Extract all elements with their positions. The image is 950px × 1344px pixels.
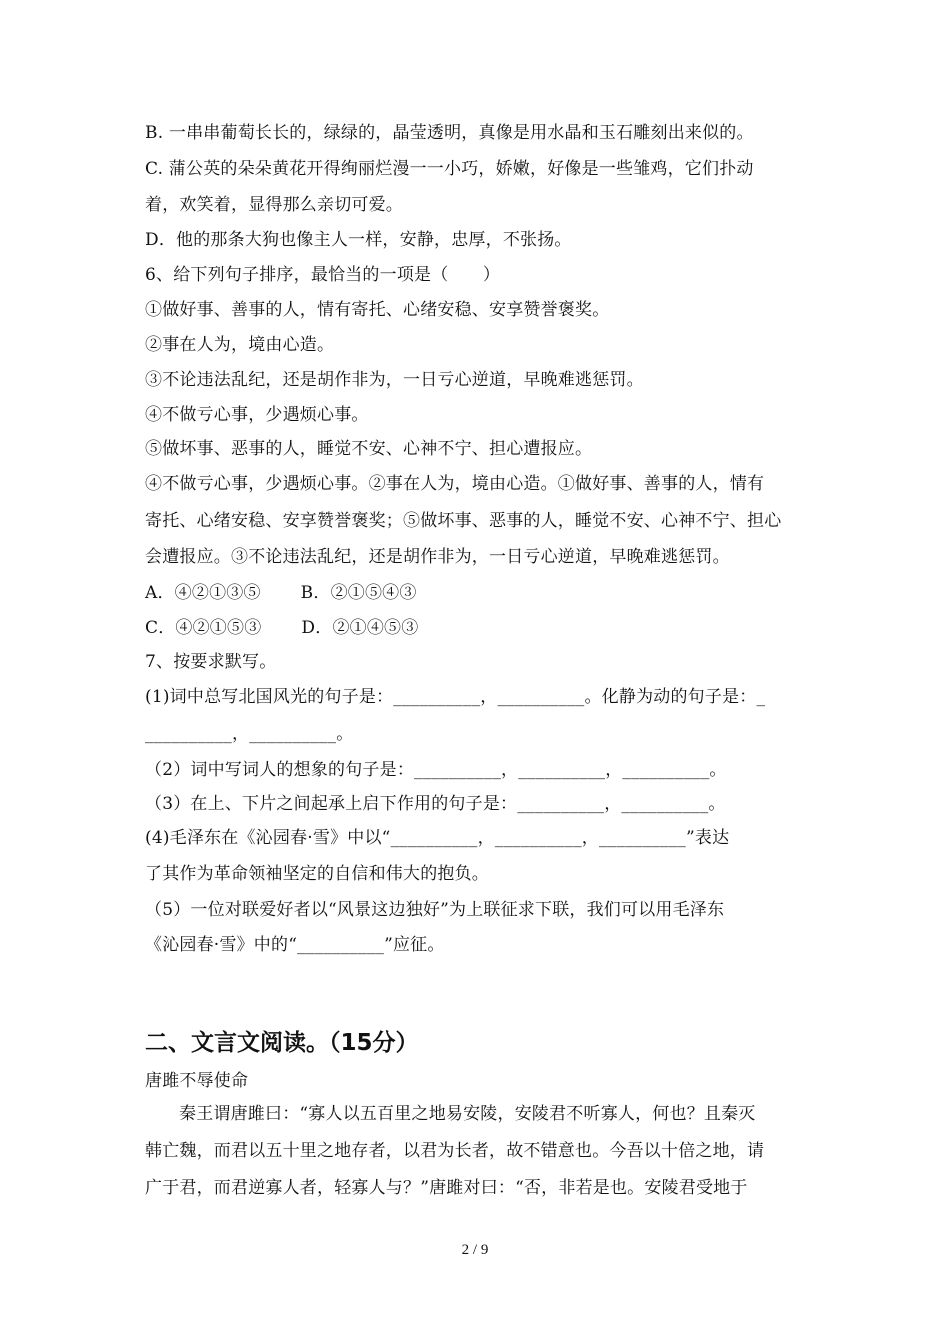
page-number: 2 / 9 [461, 1242, 489, 1258]
section-heading: 二、文言文阅读。（15分） [145, 1030, 419, 1056]
q6-options-ab: A．④②①③⑤ B．②①⑤④③ [145, 583, 417, 603]
passage-line1: 秦王谓唐雎曰：“寡人以五百里之地易安陵，安陵君不听寡人，何也？且秦灭 [179, 1104, 756, 1124]
passage-title: 唐雎不辱使命 [145, 1071, 249, 1091]
q6-answer-line1: ④不做亏心事，少遇烦心事。②事在人为，境由心造。①做好事、善事的人，情有 [145, 474, 765, 494]
q6-prompt: 6、给下列句子排序，最恰当的一项是（ ） [145, 265, 501, 285]
q6-sentence-2: ②事在人为，境由心造。 [145, 335, 335, 355]
q7-prompt: 7、按要求默写。 [145, 652, 277, 672]
q7-part1-line1: (1)词中总写北国风光的句子是：__________，__________。化静为动的句子是：_ [145, 687, 766, 707]
q7-part2: （2）词中写词人的想象的句子是：__________，__________，__________。 [145, 760, 727, 780]
q7-part5-line1: （5）一位对联爱好者以“风景这边独好”为上联征求下联，我们可以用毛泽东 [145, 900, 725, 920]
q5-option-d: D．他的那条大狗也像主人一样，安静，忠厚，不张扬。 [145, 230, 572, 250]
q7-part5-line2: 《沁园春·雪》中的“__________”应征。 [145, 935, 445, 955]
q7-part4-line2: 了其作为革命领袖坚定的自信和伟大的抱负。 [145, 864, 489, 884]
q7-part1-line2: __________，__________。 [145, 724, 354, 744]
q5-option-c-line2: 着，欢笑着，显得那么亲切可爱。 [145, 195, 403, 215]
q7-part4-line1: (4)毛泽东在《沁园春·雪》中以“__________，__________，__________”表达 [145, 828, 730, 848]
passage-line2: 韩亡魏，而君以五十里之地存者，以君为长者，故不错意也。今吾以十倍之地，请 [145, 1141, 765, 1161]
q6-answer-line2: 寄托、心绪安稳、安享赞誉褒奖；⑤做坏事、恶事的人，睡觉不安、心神不宁、担心 [145, 511, 782, 531]
q6-sentence-5: ⑤做坏事、恶事的人，睡觉不安、心神不宁、担心遭报应。 [145, 439, 593, 459]
passage-line3: 广于君，而君逆寡人者，轻寡人与？”唐雎对曰：“否，非若是也。安陵君受地于 [145, 1178, 748, 1198]
q5-option-c-line1: C. 蒲公英的朵朵黄花开得绚丽烂漫一一小巧，娇嫩，好像是一些雏鸡，它们扑动 [145, 159, 754, 179]
q6-sentence-3: ③不论违法乱纪，还是胡作非为，一日亏心逆道，早晚难逃惩罚。 [145, 370, 644, 390]
q6-options-cd: C．④②①⑤③ D．②①④⑤③ [145, 618, 419, 638]
q7-part3: （3）在上、下片之间起承上启下作用的句子是：__________，__________。 [145, 794, 726, 814]
q6-answer-line3: 会遭报应。③不论违法乱纪，还是胡作非为，一日亏心逆道，早晚难逃惩罚。 [145, 547, 730, 567]
q6-sentence-1: ①做好事、善事的人，情有寄托、心绪安稳、安享赞誉褒奖。 [145, 300, 610, 320]
q5-option-b: B. 一串串葡萄长长的，绿绿的，晶莹透明，真像是用水晶和玉石雕刻出来似的。 [145, 123, 754, 143]
q6-sentence-4: ④不做亏心事，少遇烦心事。 [145, 405, 369, 425]
